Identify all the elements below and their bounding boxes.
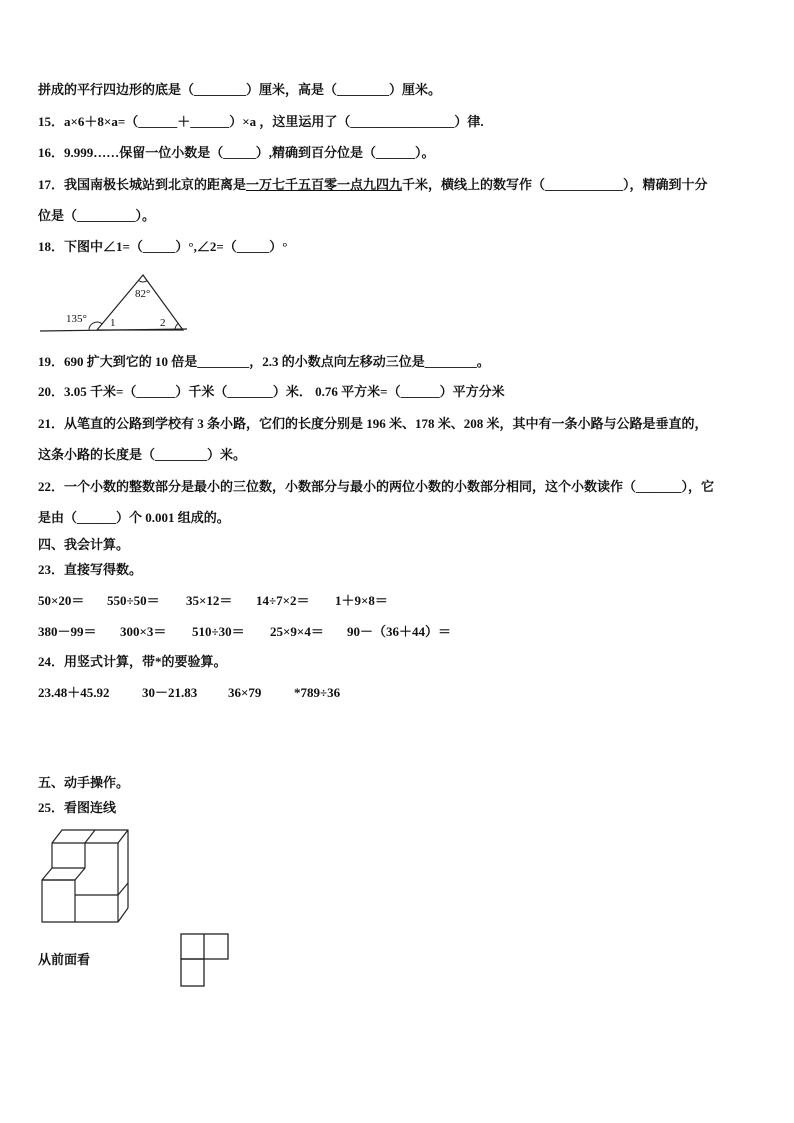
section-5-heading: 五、动手操作。 <box>38 775 130 790</box>
question-17-part-a: 17．我国南极长城站到北京的距离是 <box>38 177 247 192</box>
question-23: 23．直接写得数。 <box>38 562 143 577</box>
question-21: 21．从笔直的公路到学校有 3 条小路，它们的长度分别是 196 米、178 米、208 米，其中有一条小路与公路是垂直的， <box>38 416 708 431</box>
q23-row2-item: 380－99＝ <box>38 624 97 639</box>
question-21-continuation: 这条小路的长度是（________）米。 <box>38 447 247 462</box>
q23-row2-item: 25×9×4＝ <box>270 624 324 639</box>
q23-row2-item: 510÷30＝ <box>192 624 245 639</box>
front-view-grid <box>180 933 230 988</box>
apex-angle-arc <box>139 280 148 282</box>
q23-row1-item: 35×12＝ <box>186 593 233 608</box>
question-15: 15．a×6＋8×a=（______＋______）×a ，这里运用了（________________）律. <box>38 114 484 129</box>
q24-item: *789÷36 <box>294 685 341 700</box>
front-cube-front-face <box>42 880 75 922</box>
question-16: 16．9.999……保留一位小数是（_____）,精确到百分位是（______）。 <box>38 145 435 160</box>
q24-item: 36×79 <box>228 685 262 700</box>
question-19: 19．690 扩大到它的 10 倍是________，2.3 的小数点向左移动三位是________。 <box>38 354 490 369</box>
question-17-continuation: 位是（_________）。 <box>38 208 156 223</box>
question-25: 25．看图连线 <box>38 800 117 815</box>
edge <box>118 908 128 922</box>
grid-bottom-cell <box>181 959 204 986</box>
angle-2-label: 2 <box>160 317 166 329</box>
q23-row1-item: 550÷50＝ <box>107 593 160 608</box>
apex-angle-label: 82° <box>135 288 151 300</box>
edge <box>118 883 128 895</box>
q23-row1-item: 14÷7×2＝ <box>256 593 310 608</box>
triangle-figure <box>38 266 190 336</box>
q24-item: 23.48＋45.92 <box>38 685 110 700</box>
cube-stack-figure <box>38 826 132 926</box>
exterior-angle-label: 135° <box>66 313 87 325</box>
q23-row2-item: 90－（36＋44）＝ <box>347 624 452 639</box>
q23-row1-item: 50×20＝ <box>38 593 85 608</box>
question-17-underlined-number: 一万七千五百零一点九四九 <box>246 177 403 192</box>
top-face-divider <box>85 830 95 843</box>
question-18: 18．下图中∠1=（_____）°,∠2=（_____）° <box>38 239 288 254</box>
q24-item: 30－21.83 <box>142 685 198 700</box>
question-17 <box>38 176 708 194</box>
question-20: 20．3.05 千米=（______）千米（_______）米． 0.76 平方米=（______）平方分米 <box>38 384 505 399</box>
section-4-heading: 四、我会计算。 <box>38 537 130 552</box>
question-22: 22．一个小数的整数部分是最小的三位数，小数部分与最小的两位小数的小数部分相同，这个小数读作（_______），它 <box>38 479 715 494</box>
question-14-continuation: 拼成的平行四边形的底是（________）厘米，高是（________）厘米。 <box>38 82 442 97</box>
front-view-label: 从前面看 <box>38 952 91 967</box>
q23-row2-item: 300×3＝ <box>120 624 167 639</box>
angle-1-label: 1 <box>110 317 116 329</box>
q23-row1-item: 1＋9×8＝ <box>335 593 388 608</box>
front-cube-top-face <box>42 868 85 880</box>
question-24: 24．用竖式计算，带*的要验算。 <box>38 654 227 669</box>
question-22-continuation: 是由（______）个 0.001 组成的。 <box>38 510 230 525</box>
question-17-part-b: 千米，横线上的数写作（____________），精确到十分 <box>402 177 708 192</box>
